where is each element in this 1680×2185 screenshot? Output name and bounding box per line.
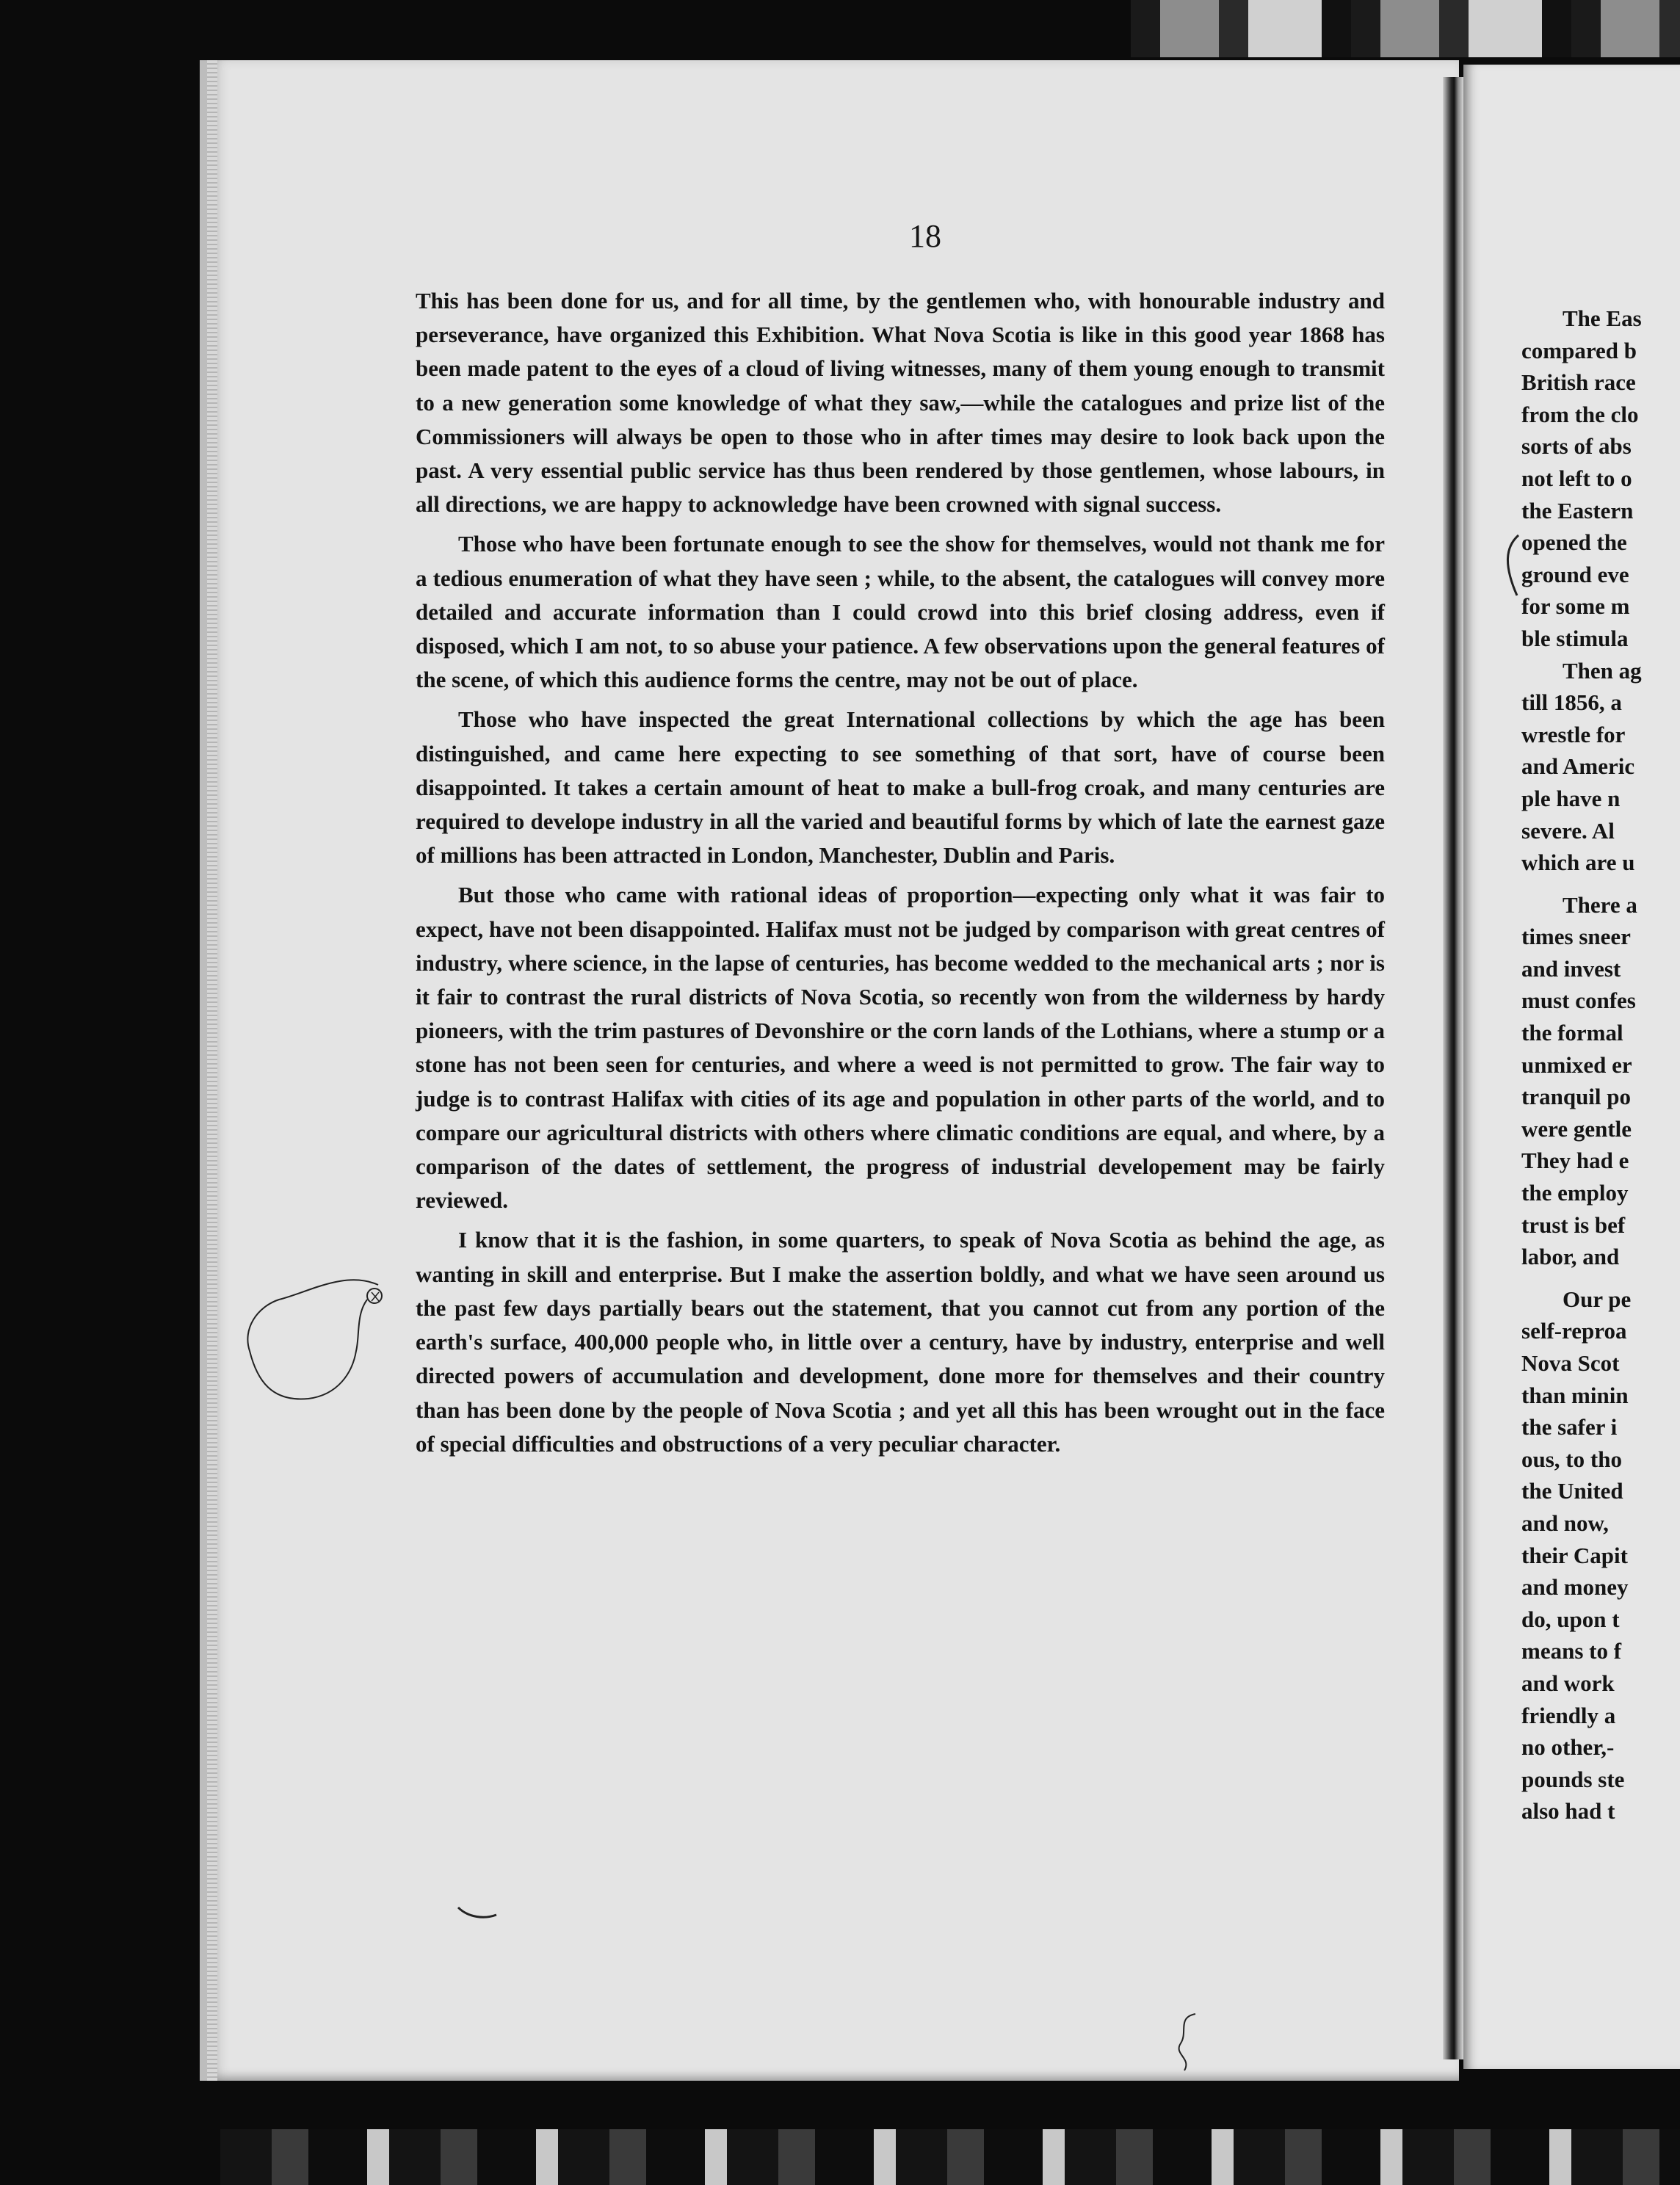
text-line: their Capit	[1521, 1542, 1628, 1568]
text-line: tranquil po	[1521, 1084, 1632, 1110]
text-line: no other,-	[1521, 1734, 1615, 1761]
text-line: opened the	[1521, 529, 1627, 556]
text-line: must confes	[1521, 988, 1636, 1014]
text-line: labor, and	[1521, 1244, 1620, 1270]
text-line: the formal	[1521, 1020, 1623, 1046]
scan-background-bottom	[220, 2129, 1680, 2185]
main-text-column	[416, 284, 1385, 1461]
text-line: wrestle for	[1521, 721, 1626, 747]
text-line: and now,	[1521, 1510, 1609, 1536]
text-line: for some m	[1521, 593, 1630, 620]
text-line: than minin	[1521, 1382, 1629, 1408]
text-line: Nova Scot	[1521, 1350, 1620, 1376]
paragraph: I know that it is the fashion, in some quarters, to speak of Nova Scotia as behind the age, as wanting in skill and enterprise. But I make the assertion boldly, and what we have seen around us the past few days partially bears out the statement, that you cannot cut from any portion of the earth's surface, 400,000 people who, in little over a century, have by industry, enterprise and well directed powers of accumulation and development, done more for themselves and their country than has been done by the people of Nova Scotia ; and yet all this has been wrought out in the face of special difficulties and obstructions of a very peculiar character.	[416, 1227, 1385, 1457]
text-line: the employ	[1521, 1180, 1629, 1206]
text-line: compared b	[1521, 337, 1637, 363]
text-line: the safer i	[1521, 1414, 1618, 1441]
text-line: sorts of abs	[1521, 433, 1632, 460]
text-line: ple have n	[1521, 785, 1621, 811]
text-line: also had t	[1521, 1798, 1615, 1825]
text-line: times sneer	[1521, 924, 1631, 950]
text-line: and money	[1521, 1574, 1629, 1601]
text-line: and Americ	[1521, 753, 1635, 780]
text-line: ground eve	[1521, 561, 1629, 587]
text-line: pounds ste	[1521, 1766, 1625, 1792]
text-line: Then ag	[1563, 657, 1642, 684]
margin-bracket-mark	[1499, 532, 1521, 598]
text-line: friendly a	[1521, 1702, 1616, 1728]
text-line: There a	[1563, 891, 1637, 918]
right-page-text-fragments	[1521, 302, 1680, 1827]
text-line: and work	[1521, 1670, 1615, 1696]
text-line: were gentle	[1521, 1115, 1632, 1142]
text-line: means to f	[1521, 1638, 1622, 1664]
text-line: severe. Al	[1521, 817, 1615, 844]
text-line: unmixed er	[1521, 1051, 1632, 1078]
text-line: from the clo	[1521, 401, 1639, 427]
text-line: the United	[1521, 1478, 1623, 1504]
text-line: which are u	[1521, 849, 1635, 876]
paragraph: This has been done for us, and for all time, by the gentlemen who, with honourable industry and perseverance, have organized this Exhibition. What Nova Scotia is like in this good year 1868 has been made patent to the eyes of a cloud of living witnesses, many of them young enough to transmit to a new generation some knowledge of what they saw,—while the catalogues and prize list of the Commissioners will always be open to those who in after times may desire to look back upon the past. A very essential public service has thus been rendered by those gentlemen, whose labours, in all directions, we are happy to acknowledge have been crowned with signal success.	[416, 288, 1385, 518]
text-line: ble stimula	[1521, 625, 1629, 651]
text-line: the Eastern	[1521, 497, 1634, 523]
page-number: 18	[909, 218, 941, 254]
book-gutter	[1443, 77, 1463, 2059]
text-line: ous, to tho	[1521, 1446, 1622, 1472]
text-line: self-reproa	[1521, 1318, 1627, 1344]
margin-scribble-mark	[228, 1263, 404, 1410]
text-line: not left to o	[1521, 465, 1632, 491]
ink-dash-mark	[455, 1902, 499, 1924]
text-line: and invest	[1521, 955, 1621, 982]
scan-background-top	[1131, 0, 1680, 57]
paragraph: But those who came with rational ideas of proportion—expecting only what it was fair to expect, have not been disappointed. Halifax must not be judged by comparison with great centres of industry, where science, in the lapse of centuries, has become wedded to the mechanical arts ; nor is it fair to contrast the rural districts of Nova Scotia, so recently won from the wilderness by hardy pioneers, with the trim pastures of Devonshire or the corn lands of the Lothians, where a stump or a stone has not been seen for centuries, and where a weed is not permitted to grow. The fair way to judge is to contrast Halifax with cities of its age and population in other parts of the world, and to compare our agricultural districts with others where climatic conditions are equal, and where, by a comparison of the dates of settlement, the progress of industrial developement may be fairly reviewed.	[416, 882, 1385, 1214]
text-line: till 1856, a	[1521, 689, 1622, 716]
bottom-squiggle-mark	[1166, 2010, 1203, 2076]
paragraph: Those who have inspected the great International collections by which the age has been distinguished, and came here expecting to see something of that sort, have of course been disappointed. It takes a certain amount of heat to make a bull-frog croak, and many centuries are required to develope industry in all the varied and beautiful forms by which of late the earnest gaze of millions has been attracted in London, Manchester, Dublin and Paris.	[416, 706, 1385, 869]
text-line: trust is bef	[1521, 1211, 1626, 1238]
text-line: Our pe	[1563, 1286, 1632, 1312]
text-line: British race	[1521, 369, 1636, 396]
text-line: do, upon t	[1521, 1606, 1620, 1632]
paragraph: Those who have been fortunate enough to see the show for themselves, would not thank me for a tedious enumeration of what they have seen ; while, to the absent, the catalogues will convey more detailed and accurate information than I could crowd into this brief closing address, even if disposed, which I am not, to so abuse your patience. A few observations upon the general features of the scene, of which this audience forms the centre, may not be out of place.	[416, 531, 1385, 693]
text-line: They had e	[1521, 1148, 1629, 1174]
text-line: The Eas	[1563, 305, 1642, 331]
